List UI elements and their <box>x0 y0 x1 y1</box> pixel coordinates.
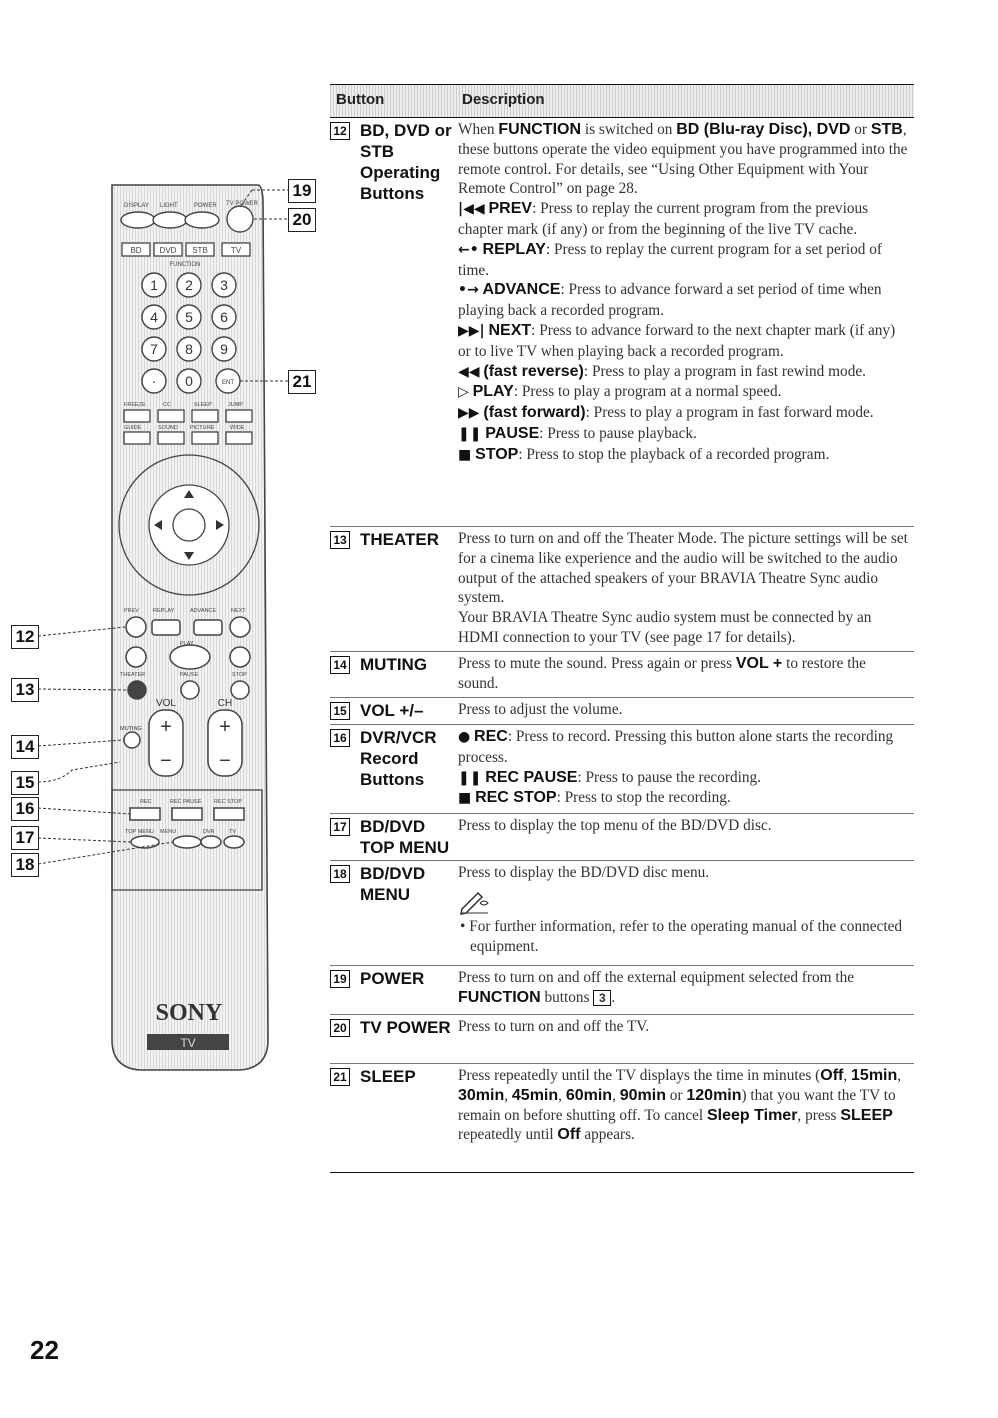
row-button-name: TV POWER <box>360 1018 451 1037</box>
row-description: Press to adjust the volume. <box>458 701 623 718</box>
lbl-cc: CC <box>163 402 171 408</box>
lbl-sleep: SLEEP <box>194 402 212 408</box>
row-description <box>458 966 914 1011</box>
fn-tv: TV <box>230 246 242 255</box>
row-description <box>458 725 914 812</box>
desc-text: to restore the sound. <box>458 655 866 692</box>
desc-text: Your BRAVIA Theatre Sync audio system must be connected by an HDMI connection to your TV (see page 17 for details). <box>458 609 872 646</box>
fn-bd: BD <box>130 246 142 255</box>
callout-12: 12 <box>11 625 39 649</box>
callout-19: 19 <box>288 179 316 203</box>
fn-dvd: DVD <box>159 246 177 255</box>
lbl-rec-stop: REC STOP <box>214 799 243 805</box>
row-description: Press to display the top menu of the BD/DVD disc. <box>458 817 772 834</box>
vol-plus: + <box>160 716 172 738</box>
sony-logo: SONY <box>155 1000 223 1026</box>
digit-4: 4 <box>150 309 158 325</box>
top-label-tv-power: TV POWER <box>226 201 259 207</box>
desc-bold: STB <box>870 121 903 138</box>
callout-17: 17 <box>11 826 39 850</box>
fn-label: FUNCTION <box>169 262 201 268</box>
top-label-power: POWER <box>194 203 217 209</box>
callout-20: 20 <box>288 208 316 232</box>
advance-icon: •→ <box>458 282 479 299</box>
lbl-ch: CH <box>217 698 233 709</box>
item-fast-reverse: ◀◀ (fast reverse): Press to play a program in fast rewind mode. <box>458 362 866 380</box>
desc-text: is switched on <box>581 121 677 138</box>
row-button-name: BD, DVD or STB Operating Buttons <box>360 121 452 203</box>
lbl-stop: STOP <box>232 672 247 678</box>
digit-2: 2 <box>185 277 193 293</box>
note-pencil-icon <box>458 889 492 915</box>
row-button-name: SLEEP <box>360 1067 416 1086</box>
lbl-sound: SOUND <box>158 425 178 431</box>
row-description: Press to turn on and off the TV. <box>458 1018 650 1035</box>
digit-dot: · <box>151 373 157 389</box>
digit-8: 8 <box>185 341 193 357</box>
fn-stb: STB <box>192 246 208 255</box>
lbl-rec-pause: REC PAUSE <box>170 799 202 805</box>
desc-text: Press to display the BD/DVD disc menu. <box>458 864 710 881</box>
desc-bold: VOL + <box>735 655 783 672</box>
desc-bold: FUNCTION <box>458 988 541 1006</box>
callout-15: 15 <box>11 771 39 795</box>
lbl-play: PLAY <box>180 641 194 647</box>
table-row-18 <box>330 861 914 966</box>
fast-forward-icon: ▶▶ <box>458 405 480 422</box>
digit-9: 9 <box>220 341 228 357</box>
desc-text: or <box>850 121 871 138</box>
desc-bold: FUNCTION <box>498 121 582 138</box>
row-button-name: VOL +/– <box>360 701 424 720</box>
callout-21: 21 <box>288 370 316 394</box>
digit-3: 3 <box>220 277 228 293</box>
row-number: 16 <box>330 729 350 747</box>
page-number: 22 <box>30 1335 59 1365</box>
table-row-17 <box>330 814 914 861</box>
desc-text: . <box>611 988 616 1006</box>
item-rec-pause: ❚❚ REC PAUSE: Press to pause the recording. <box>458 768 761 786</box>
callout-13: 13 <box>11 678 39 702</box>
desc-text: Press to mute the sound. Press again or press <box>458 655 736 672</box>
pause-icon: ❚❚ <box>458 769 482 786</box>
lbl-jump: JUMP <box>228 402 243 408</box>
lbl-tv: TV <box>229 829 237 835</box>
lbl-freeze: FREEZE <box>124 402 146 408</box>
row-button-name: MUTING <box>360 655 428 674</box>
play-icon: ▷ <box>458 384 469 401</box>
next-icon: ▶▶| <box>458 322 485 339</box>
header-button: Button <box>336 91 385 108</box>
row-number: 15 <box>330 702 350 720</box>
lbl-picture: PICTURE <box>190 425 215 431</box>
lbl-vol: VOL <box>155 698 177 709</box>
lbl-dvr: DVR <box>203 829 215 835</box>
lbl-top-menu: TOP MENU <box>125 829 154 835</box>
ch-minus: − <box>219 750 231 772</box>
desc-bold: BD (Blu-ray Disc), DVD <box>676 121 851 138</box>
lbl-pause: PAUSE <box>180 672 199 678</box>
row-number: 13 <box>330 531 350 549</box>
lbl-prev: PREV <box>124 608 139 614</box>
header-description: Description <box>462 91 545 108</box>
row-number: 12 <box>330 122 350 140</box>
table-row-13 <box>330 527 914 652</box>
row-number: 17 <box>330 818 350 836</box>
row-number: 14 <box>330 656 350 674</box>
digit-6: 6 <box>220 309 228 325</box>
item-stop: ■ STOP: Press to stop the playback of a recorded program. <box>458 445 830 463</box>
table-row-15 <box>330 698 914 725</box>
lbl-next: NEXT <box>231 608 246 614</box>
table-row-16 <box>330 725 914 814</box>
table-row-20 <box>330 1015 914 1064</box>
row-description: Press repeatedly until the TV displays the time in minutes (Off, 15min, 30min, 45min, 60min, 90min or 120min) that you want the TV to remain on before shutting off. To cancel Sleep Timer, press SLEEP repeatedly until Off appears. <box>458 1067 902 1144</box>
table-row-21 <box>330 1064 914 1173</box>
remote-illustration <box>0 0 330 1080</box>
row-number: 20 <box>330 1019 350 1037</box>
remote-drawing <box>0 0 330 1080</box>
ref-box: 3 <box>593 990 611 1006</box>
callout-16: 16 <box>11 797 39 821</box>
table-header <box>330 84 914 118</box>
lbl-menu: MENU <box>160 829 177 835</box>
digit-1: 1 <box>150 277 158 293</box>
item-replay: ←• REPLAY: Press to replay the current program for a set period of time. <box>458 240 882 279</box>
pause-icon: ❚❚ <box>458 425 482 442</box>
stop-icon: ■ <box>458 446 472 463</box>
desc-text: Press to turn on and off the external equipment selected from the <box>458 969 855 986</box>
digit-7: 7 <box>150 341 158 357</box>
button-description-table <box>330 84 914 1173</box>
prev-icon: |◀◀ <box>458 201 485 218</box>
lbl-replay: REPLAY <box>153 608 175 614</box>
lbl-theater: THEATER <box>120 672 146 678</box>
item-pause: ❚❚ PAUSE: Press to pause playback. <box>458 424 697 442</box>
item-play: ▷ PLAY: Press to play a program at a normal speed. <box>458 383 782 401</box>
record-icon: ● <box>458 729 471 745</box>
row-button-name: BD/DVD MENU <box>360 864 426 904</box>
note-text: • For further information, refer to the operating manual of the connected equipment. <box>460 917 903 955</box>
fast-reverse-icon: ◀◀ <box>458 363 480 380</box>
lbl-muting: MUTING <box>120 726 142 732</box>
digit-ent: ENT <box>222 380 234 386</box>
replay-icon: ←• <box>458 241 479 258</box>
table-row-19 <box>330 966 914 1015</box>
row-button-name: THEATER <box>360 530 440 549</box>
stop-icon: ■ <box>458 790 472 807</box>
row-description <box>458 527 914 651</box>
row-description <box>458 861 914 959</box>
item-rec: ● REC: Press to record. Pressing this button alone starts the recording process. <box>458 728 894 766</box>
desc-text: buttons <box>540 988 594 1006</box>
top-label-light: LIGHT <box>160 203 178 209</box>
desc-text: , these buttons operate the video equipment you have programmed into the remote control. For details, see “Using Other Equipment with Your Remote Control” on page 28. <box>458 121 908 198</box>
callout-18: 18 <box>11 853 39 877</box>
row-button-name: DVR/VCR Record Buttons <box>360 728 437 789</box>
row-button-name: POWER <box>360 969 425 988</box>
lbl-wide: WIDE <box>230 425 245 431</box>
vol-minus: − <box>160 750 172 772</box>
item-fast-forward: ▶▶ (fast forward): Press to play a program in fast forward mode. <box>458 404 874 422</box>
digit-0: 0 <box>185 373 193 389</box>
lbl-rec: REC <box>140 799 152 805</box>
lbl-guide: GUIDE <box>124 425 142 431</box>
desc-text: When <box>458 121 499 138</box>
desc-text: Press to turn on and off the Theater Mode. The picture settings will be set for a cinema like experience and the audio will be switched to the audio output of the attached speakers of your BRAVIA Theatre Sync audio system. <box>458 530 908 607</box>
row-number: 19 <box>330 970 350 988</box>
row-description <box>458 118 914 469</box>
item-next: ▶▶| NEXT: Press to advance forward to the next chapter mark (if any) or to live TV when playing back a recorded program. <box>458 321 896 360</box>
callout-14: 14 <box>11 735 39 759</box>
item-rec-stop: ■ REC STOP: Press to stop the recording. <box>458 789 731 807</box>
table-row-14 <box>330 652 914 698</box>
ch-plus: + <box>219 716 231 738</box>
row-number: 21 <box>330 1068 350 1086</box>
row-button-name: BD/DVD TOP MENU <box>360 817 450 857</box>
tv-badge: TV <box>180 1036 196 1050</box>
lbl-advance: ADVANCE <box>190 608 217 614</box>
item-prev: |◀◀ PREV: Press to replay the current program from the previous chapter mark (if any) or from the beginning of the live TV cache. <box>458 200 869 238</box>
item-advance: •→ ADVANCE: Press to advance forward a set period of time when playing back a recorded program. <box>458 281 882 320</box>
top-label-display: DISPLAY <box>124 203 149 209</box>
row-description <box>458 652 914 697</box>
row-number: 18 <box>330 865 350 883</box>
digit-5: 5 <box>185 309 193 325</box>
table-row-12 <box>330 118 914 527</box>
